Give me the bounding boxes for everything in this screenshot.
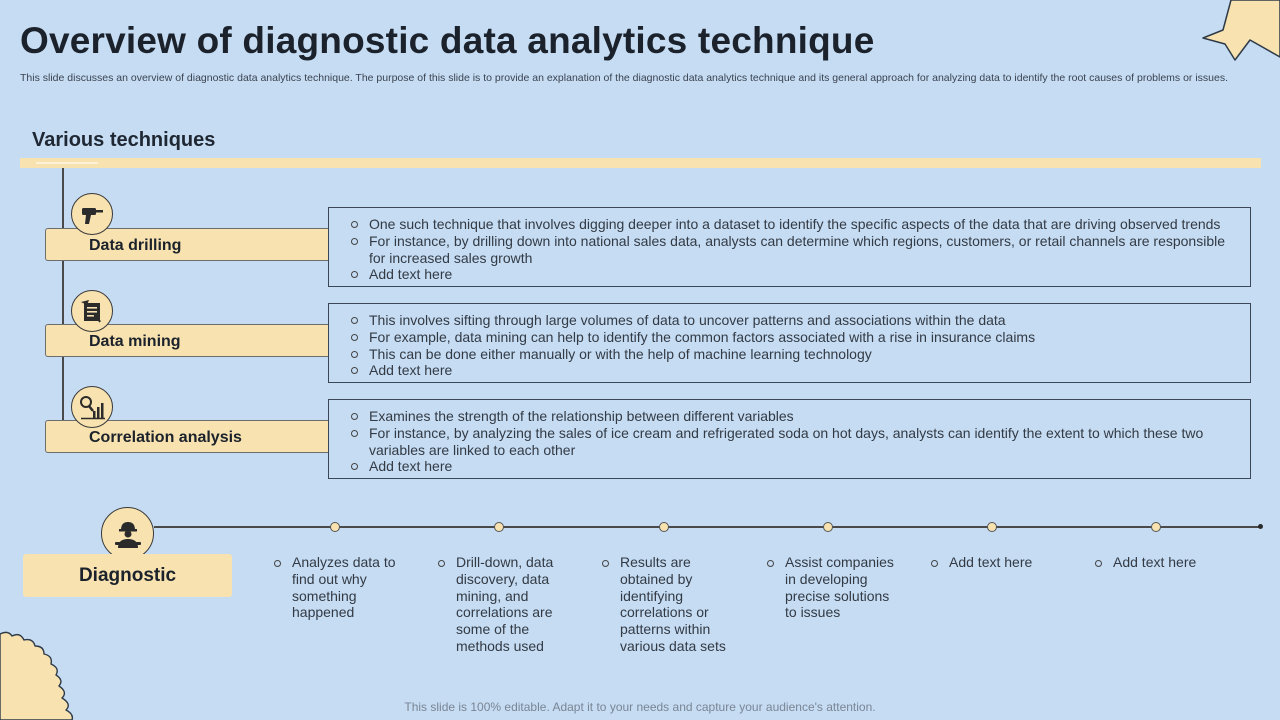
mining-report-icon xyxy=(71,290,113,332)
technique-bullet: Add text here xyxy=(351,362,1230,379)
technique-details-data-mining xyxy=(328,303,1251,383)
technique-bullet: This involves sifting through large volumes of data to uncover patterns and associations within the data xyxy=(351,312,1230,329)
drill-icon xyxy=(71,193,113,235)
page-title: Overview of diagnostic data analytics technique xyxy=(20,20,875,61)
technique-label-text: Data drilling xyxy=(89,237,182,254)
diagnostic-point: Drill-down, data discovery, data mining, and correlations are some of the methods used xyxy=(438,554,566,655)
technique-bullet: This can be done either manually or with the help of machine learning technology xyxy=(351,346,1230,363)
diagnostic-point: Results are obtained by identifying correlations or patterns within various data sets xyxy=(602,554,730,655)
timeline-dot xyxy=(494,522,504,532)
technique-details-data-drilling xyxy=(328,207,1251,287)
diagnostic-point: Analyzes data to find out why something happened xyxy=(274,554,402,621)
section-heading-bar xyxy=(20,158,1261,168)
timeline-dot xyxy=(987,522,997,532)
timeline-dot xyxy=(1151,522,1161,532)
technique-details-correlation-analysis xyxy=(328,399,1251,479)
page-subtitle: This slide discusses an overview of diagnostic data analytics technique. The purpose of this slide is to provide an explanation of the diagnostic data analytics technique and its general approach for analyzing data to identify the root causes of problems or issues. xyxy=(20,72,1229,84)
corner-decoration-top-right xyxy=(1195,0,1280,62)
worker-icon xyxy=(101,507,154,560)
footer-note: This slide is 100% editable. Adapt it to your needs and capture your audience's attention. xyxy=(404,700,876,714)
technique-bullet: For instance, by analyzing the sales of ice cream and refrigerated soda on hot days, analysts can identify the extent to which these two variables are linked to each other xyxy=(351,425,1230,459)
analysis-chart-icon xyxy=(71,386,113,428)
diagnostic-point: Add text here xyxy=(1095,554,1223,571)
section-heading-bar-highlight xyxy=(36,162,98,164)
technique-bullet: Add text here xyxy=(351,266,1230,283)
timeline-end-dot xyxy=(1258,524,1263,529)
technique-label-text: Data mining xyxy=(89,333,181,350)
techniques-connector-line xyxy=(62,168,64,437)
diagnostic-label: Diagnostic xyxy=(23,554,232,597)
technique-bullet: For instance, by drilling down into national sales data, analysts can determine which regions, customers, or retail channels are responsible for increased sales growth xyxy=(351,233,1230,267)
technique-bullet: For example, data mining can help to identify the common factors associated with a rise in insurance claims xyxy=(351,329,1230,346)
diagnostic-point: Assist companies in developing precise solutions to issues xyxy=(767,554,895,621)
timeline-dot xyxy=(659,522,669,532)
timeline-dot xyxy=(823,522,833,532)
timeline-dot xyxy=(330,522,340,532)
section-heading: Various techniques xyxy=(32,129,216,151)
technique-bullet: Examines the strength of the relationship between different variables xyxy=(351,408,1230,425)
technique-bullet: One such technique that involves digging deeper into a dataset to identify the specific aspects of the data that are driving observed trends xyxy=(351,216,1230,233)
diagnostic-point: Add text here xyxy=(931,554,1059,571)
technique-label-text: Correlation analysis xyxy=(89,429,242,446)
technique-bullet: Add text here xyxy=(351,458,1230,475)
diagnostic-timeline-line xyxy=(154,526,1261,528)
